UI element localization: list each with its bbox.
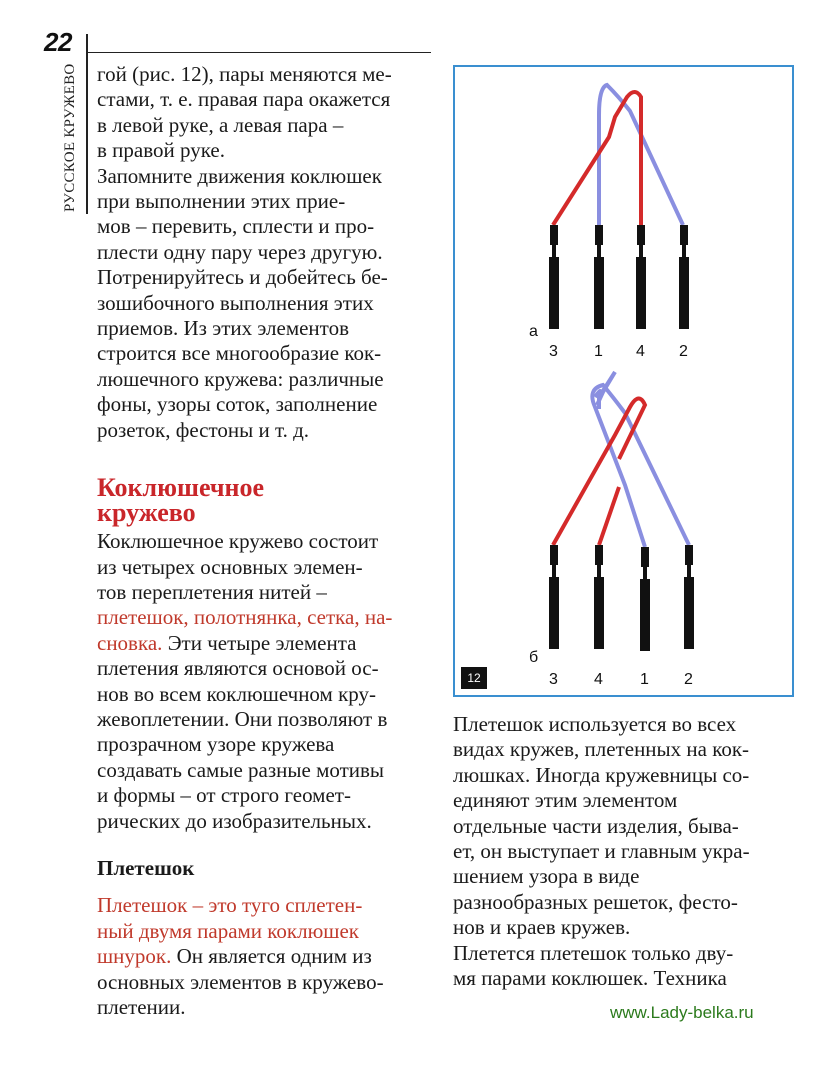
text-line: стами, т. е. правая пара окажется <box>97 87 391 112</box>
bobbin-b-3-body <box>549 577 559 649</box>
text-line: при выполнении этих прие- <box>97 189 346 214</box>
text-span: Эти четыре элемента <box>162 630 357 655</box>
running-title: РУССКОЕ КРУЖЕВО <box>62 63 78 212</box>
text-line: прозрачном узоре кружева <box>97 732 335 757</box>
section-heading-line: кружево <box>97 498 196 528</box>
thread-red-b-2 <box>599 487 619 545</box>
figure-number-badge: 12 <box>461 667 487 689</box>
diagram-b-label-2: 4 <box>594 671 603 688</box>
left-column <box>97 62 432 1020</box>
text-line: плести одну пару через другую. <box>97 239 383 264</box>
text-line: Плетешок используется во всех <box>453 712 737 736</box>
text-line <box>97 944 432 969</box>
bobbin-b-1-body <box>640 579 650 651</box>
text-line: фоны, узоры соток, заполнение <box>97 392 378 417</box>
text-line: плетении. <box>97 995 186 1019</box>
intro-paragraph <box>97 62 432 443</box>
text-line: основных элементов в кружево- <box>97 969 384 994</box>
figure-12 <box>453 65 794 697</box>
text-line: мов – перевить, сплести и про- <box>97 214 375 239</box>
bobbin-a-4-body <box>636 257 646 329</box>
diagram-a <box>549 85 689 329</box>
bobbin-a-1 <box>595 225 603 245</box>
bobbin-a-3-body <box>549 257 559 329</box>
text-line: отдельные части изделия, быва- <box>453 813 739 838</box>
text-line: Плетется плетешок только дву- <box>453 940 734 965</box>
diagram-b-letter: б <box>529 649 539 666</box>
bobbin-a-3 <box>550 225 558 245</box>
text-line: создавать самые разные мотивы <box>97 757 385 782</box>
text-line: в правой руке. <box>97 138 225 163</box>
bobbin-b-2-body <box>684 577 694 649</box>
text-line: и формы – от строго геомет- <box>97 783 351 808</box>
diagram-a-letter: а <box>529 323 538 340</box>
text-line: строится все многообразие кок- <box>97 341 382 366</box>
diagram-a-label-2: 1 <box>594 343 603 360</box>
bobbin-a-2 <box>680 225 688 245</box>
bobbin-b-3 <box>550 545 558 565</box>
bobbin-diagram <box>455 67 792 695</box>
bobbin-a-2-body <box>679 257 689 329</box>
section-heading-line: Коклюшечное <box>97 473 265 503</box>
diagram-b <box>549 372 694 651</box>
text-line: плетения являются основой ос- <box>97 656 379 681</box>
section-heading <box>97 473 432 528</box>
section-paragraph <box>97 529 432 834</box>
diagram-b-label-4: 2 <box>684 671 693 688</box>
bobbin-a-4 <box>637 225 645 245</box>
text-line: розеток, фестоны и т. д. <box>97 417 310 442</box>
diagram-b-label-1: 3 <box>549 671 558 688</box>
text-line: гой (рис. 12), пары меняются ме- <box>97 62 392 86</box>
right-column <box>453 712 798 991</box>
text-line <box>97 631 432 656</box>
text-line: Коклюшечное кружево состоит <box>97 529 379 554</box>
text-line: нов и краев кружев. <box>453 915 631 940</box>
text-line: жевоплетении. Они позволяют в <box>97 706 388 731</box>
text-line: разнообразных решеток, фесто- <box>453 889 738 914</box>
page-number: 22 <box>44 27 72 57</box>
text-line: Потренируйтесь и добейтесь бе- <box>97 265 388 290</box>
text-line: шением узора в виде <box>453 864 640 889</box>
bobbin-b-4-body <box>594 577 604 649</box>
text-line: видах кружев, плетенных на кок- <box>453 737 750 762</box>
text-line: приемов. Из этих элементов <box>97 316 349 341</box>
text-line: в левой руке, а левая пара – <box>97 112 344 137</box>
bobbin-a-1-body <box>594 257 604 329</box>
diagram-a-label-1: 3 <box>549 343 558 360</box>
text-line: единяют этим элементом <box>453 788 678 813</box>
text-line: люшках. Иногда кружевницы со- <box>453 762 750 787</box>
sub-heading: Плетешок <box>97 855 195 880</box>
bobbin-b-4 <box>595 545 603 565</box>
footer-url: www.Lady-belka.ru <box>610 1003 754 1022</box>
highlighted-text: сновка. <box>97 630 163 655</box>
text-line: нов во всем коклюшечном кру- <box>97 681 376 706</box>
header-vertical-rule <box>86 34 88 214</box>
text-line: зошибочного выполнения этих <box>97 290 374 315</box>
text-line: ет, он выступает и главным укра- <box>453 839 750 864</box>
diagram-b-label-3: 1 <box>640 671 649 688</box>
bobbin-b-2 <box>685 545 693 565</box>
bobbin-b-1 <box>641 547 649 567</box>
text-line: Запомните движения коклюшек <box>97 163 382 188</box>
text-line: тов переплетения нитей – <box>97 579 327 604</box>
definition-paragraph <box>97 893 432 1020</box>
text-line: из четырех основных элемен- <box>97 554 363 579</box>
text-line: люшечного кружева: различные <box>97 366 384 391</box>
highlighted-text-line: плетешок, полотнянка, сетка, на- <box>97 605 393 630</box>
text-span: Он является одним из <box>171 944 372 969</box>
diagram-a-label-4: 2 <box>679 343 688 360</box>
highlighted-text-line: Плетешок – это туго сплетен- <box>97 893 363 918</box>
header-horizontal-rule <box>86 52 431 53</box>
text-line: мя парами коклюшек. Техника <box>453 966 727 991</box>
highlighted-text-line: ный двумя парами коклюшек <box>97 918 359 943</box>
highlighted-text: шнурок. <box>97 944 172 969</box>
diagram-a-label-3: 4 <box>636 343 645 360</box>
text-line: рических до изобразительных. <box>97 808 372 833</box>
